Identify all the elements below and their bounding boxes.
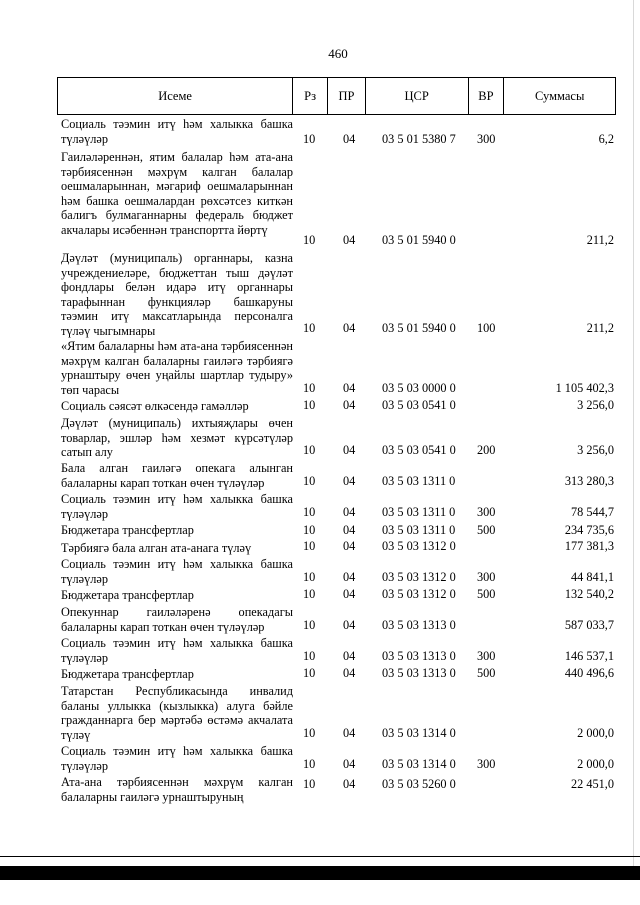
row-vr: 100 <box>477 321 496 335</box>
row-name: Социаль тәэмин итү һәм халыкка башка түләүләр <box>61 492 293 521</box>
row-name: Ата-ана тәрбиясеннән мәхрүм калган балаларны гаиләгә урнаштыруның <box>61 775 293 804</box>
row-name: Опекуннар гаиләләренә опекадагы балаларны карап тоткан өчен түләүләр <box>61 605 293 634</box>
table-row <box>57 459 616 490</box>
row-name: Социаль тәэмин итү һәм халыкка башка түләүләр <box>61 557 293 586</box>
row-csr: 03 5 03 1313 0 <box>382 618 456 632</box>
row-csr: 03 5 03 5260 0 <box>382 777 456 791</box>
table-row <box>57 249 616 337</box>
table-row <box>57 148 616 249</box>
row-csr: 03 5 03 1312 0 <box>382 570 456 584</box>
row-vr: 300 <box>477 570 496 584</box>
row-sum: 132 540,2 <box>564 587 614 601</box>
row-vr: 500 <box>477 666 496 680</box>
row-rz: 10 <box>303 132 316 146</box>
table-row <box>57 397 616 414</box>
row-pr: 04 <box>343 777 356 791</box>
table-header <box>57 77 616 115</box>
row-sum: 22 451,0 <box>570 777 614 791</box>
row-name: Бюджетара трансфертлар <box>61 588 194 602</box>
row-rz: 10 <box>303 726 316 740</box>
row-csr: 03 5 03 1313 0 <box>382 649 456 663</box>
row-name: Бала алган гаиләгә опекага алынган балаларны карап тоткан өчен түләүләр <box>61 461 293 490</box>
row-vr: 300 <box>477 132 496 146</box>
table-row <box>57 521 616 539</box>
row-rz: 10 <box>303 539 316 553</box>
row-pr: 04 <box>343 381 356 395</box>
row-vr: 200 <box>477 443 496 457</box>
row-sum: 211,2 <box>586 233 614 247</box>
row-name: Тәрбиягә бала алган ата-анага түләү <box>61 541 252 555</box>
row-sum: 146 537,1 <box>564 649 614 663</box>
row-name: «Ятим балаларны һәм ата-ана тәрбиясеннән мәхрүм калган балаларны гаиләгә тәрбиягә урнаштыру өчен уңайлы шартлар тудыру» төп чарасы <box>61 339 293 397</box>
row-name: Дәүләт (муниципаль) органнары, казна учреждениеләре, бюджеттан тыш дәүләт фондлары белән идарә итү органнары тарафыннан функцияләр башкаруны тәэмин итү максатларында персоналга түләү чыгымнары <box>61 251 293 338</box>
scan-bottom-line <box>0 856 640 857</box>
row-pr: 04 <box>343 474 356 488</box>
row-rz: 10 <box>303 474 316 488</box>
row-csr: 03 5 03 0541 0 <box>382 443 456 457</box>
table-row <box>57 742 616 773</box>
row-sum: 440 496,6 <box>564 666 614 680</box>
row-pr: 04 <box>343 649 356 663</box>
row-sum: 2 000,0 <box>577 757 614 771</box>
row-rz: 10 <box>303 321 316 335</box>
row-pr: 04 <box>343 757 356 771</box>
row-name: Гаиләләреннән, ятим балалар һәм ата-ана тәрбиясеннән мәхрүм калган балалар оешмаларыннан, мәгариф оешмаларыннан һәм башка оешмалардан рөхсәтсез киткән балигъ булмаганнарны федераль бюджет акчалары исәбеннән транспортта йөртү <box>61 150 293 237</box>
header-csr: ЦСР <box>366 78 469 114</box>
row-vr: 300 <box>477 505 496 519</box>
row-name: Социаль тәэмин итү һәм халыкка башка түләүләр <box>61 117 293 146</box>
row-vr: 500 <box>477 587 496 601</box>
row-vr: 300 <box>477 649 496 663</box>
row-sum: 3 256,0 <box>577 398 614 412</box>
row-rz: 10 <box>303 587 316 601</box>
row-pr: 04 <box>343 233 356 247</box>
table-row <box>57 555 616 586</box>
table-row <box>57 539 616 555</box>
row-csr: 03 5 03 1311 0 <box>382 474 456 488</box>
row-sum: 587 033,7 <box>564 618 614 632</box>
row-rz: 10 <box>303 570 316 584</box>
row-csr: 03 5 03 1314 0 <box>382 726 456 740</box>
row-pr: 04 <box>343 132 356 146</box>
table-row <box>57 586 616 603</box>
page-number: 460 <box>328 46 348 61</box>
row-sum: 313 280,3 <box>564 474 614 488</box>
row-rz: 10 <box>303 381 316 395</box>
row-sum: 6,2 <box>598 132 614 146</box>
row-pr: 04 <box>343 587 356 601</box>
row-pr: 04 <box>343 523 356 537</box>
header-sum: Суммасы <box>535 88 585 103</box>
row-rz: 10 <box>303 666 316 680</box>
row-pr: 04 <box>343 398 356 412</box>
row-pr: 04 <box>343 570 356 584</box>
row-name: Татарстан Республикасында инвалид баланы уллыкка (кызлыкка) алуга бәйле гражданнарга бер мәртәбә өстәмә акчалата түләү <box>61 684 293 742</box>
row-csr: 03 5 03 1313 0 <box>382 666 456 680</box>
row-pr: 04 <box>343 505 356 519</box>
row-csr: 03 5 01 5940 0 <box>382 321 456 335</box>
row-rz: 10 <box>303 443 316 457</box>
table-row <box>57 603 616 634</box>
row-csr: 03 5 03 1311 0 <box>382 523 456 537</box>
row-vr: 300 <box>477 757 496 771</box>
row-csr: 03 5 03 1314 0 <box>382 757 456 771</box>
row-csr: 03 5 01 5940 0 <box>382 233 456 247</box>
row-rz: 10 <box>303 505 316 519</box>
row-sum: 234 735,6 <box>564 523 614 537</box>
row-rz: 10 <box>303 649 316 663</box>
table-row <box>57 337 616 397</box>
row-rz: 10 <box>303 777 316 791</box>
row-csr: 03 5 03 1311 0 <box>382 505 456 519</box>
row-sum: 44 841,1 <box>570 570 614 584</box>
row-sum: 211,2 <box>586 321 614 335</box>
row-rz: 10 <box>303 233 316 247</box>
row-vr: 500 <box>477 523 496 537</box>
row-sum: 3 256,0 <box>577 443 614 457</box>
row-csr: 03 5 03 1312 0 <box>382 539 456 553</box>
row-name: Бюджетара трансфертлар <box>61 667 194 681</box>
row-name: Социаль тәэмин итү һәм халыкка башка түләүләр <box>61 744 293 773</box>
row-name: Бюджетара трансфертлар <box>61 523 194 537</box>
table-row <box>57 414 616 459</box>
row-pr: 04 <box>343 539 356 553</box>
row-rz: 10 <box>303 523 316 537</box>
row-sum: 177 381,3 <box>564 539 614 553</box>
table-row <box>57 634 616 665</box>
scan-edge-line <box>633 0 634 866</box>
table-row <box>57 665 616 682</box>
row-rz: 10 <box>303 757 316 771</box>
row-name: Социаль тәэмин итү һәм халыкка башка түләүләр <box>61 636 293 665</box>
row-sum: 78 544,7 <box>570 505 614 519</box>
row-name: Дәүләт (муниципаль) ихтыяҗлары өчен товарлар, эшләр һәм хезмәт күрсәтүләр сатып алу <box>61 416 293 460</box>
table-row <box>57 682 616 742</box>
row-csr: 03 5 01 5380 7 <box>382 132 456 146</box>
header-vr: ВР <box>469 78 505 114</box>
header-name: Исеме <box>58 78 293 114</box>
table-row <box>57 490 616 521</box>
table-row <box>57 115 616 148</box>
scan-bottom-bar <box>0 866 640 880</box>
row-csr: 03 5 03 0541 0 <box>382 398 456 412</box>
row-csr: 03 5 03 1312 0 <box>382 587 456 601</box>
row-csr: 03 5 03 0000 0 <box>382 381 456 395</box>
row-pr: 04 <box>343 321 356 335</box>
row-pr: 04 <box>343 618 356 632</box>
table-body <box>57 115 616 809</box>
row-rz: 10 <box>303 398 316 412</box>
row-sum: 2 000,0 <box>577 726 614 740</box>
row-pr: 04 <box>343 443 356 457</box>
header-rz: Рз <box>293 78 328 114</box>
table-row <box>57 773 616 809</box>
row-sum: 1 105 402,3 <box>555 381 614 395</box>
header-pr: ПР <box>328 78 366 114</box>
row-pr: 04 <box>343 726 356 740</box>
row-pr: 04 <box>343 666 356 680</box>
row-rz: 10 <box>303 618 316 632</box>
row-name: Социаль сәясәт өлкәсендә гамәлләр <box>61 399 249 413</box>
